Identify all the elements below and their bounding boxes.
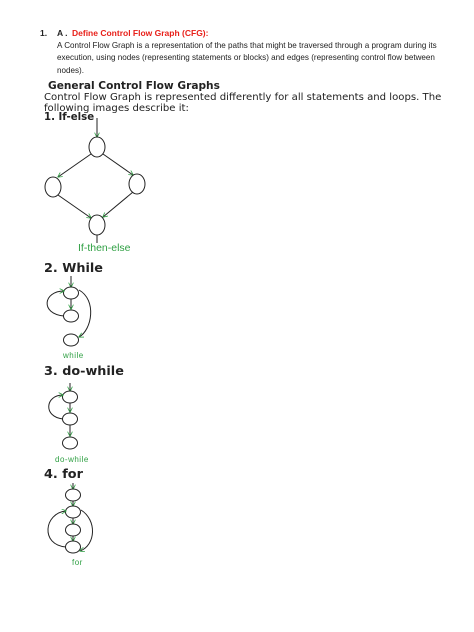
for-update-node xyxy=(66,541,81,553)
for-init-node xyxy=(66,489,81,501)
section-heading-while: 2. While xyxy=(44,261,103,276)
for-diagram xyxy=(48,483,93,553)
else-merge-edge xyxy=(103,192,133,217)
section-heading-do-while: 3. do-while xyxy=(44,364,124,379)
then-merge-edge xyxy=(58,195,91,218)
if-true-edge xyxy=(58,154,91,177)
do-exit-node xyxy=(63,437,78,449)
while-loop-back-edge xyxy=(47,291,64,316)
do-loop-back-edge xyxy=(49,395,63,419)
for-condition-node xyxy=(66,506,81,518)
while-diagram xyxy=(47,276,91,346)
list-prefix: A . xyxy=(57,28,68,38)
cfg-definition-title: Define Control Flow Graph (CFG): xyxy=(72,28,209,38)
do-while-diagram xyxy=(49,383,78,449)
general-cfg-heading: General Control Flow Graphs xyxy=(48,80,220,92)
for-body-node xyxy=(66,524,81,536)
section-heading-for: 4. for xyxy=(44,467,83,482)
caption-while: while xyxy=(63,351,84,360)
cfg-definition-text: A Control Flow Graph is a representation of the paths that might be traversed through a program during its execution, using nodes (representing statements or blocks) and edges (representing control flow between nodes). xyxy=(57,41,437,75)
else-node xyxy=(129,174,145,194)
section-heading-if-else: 1. If-else xyxy=(44,112,95,123)
if-merge-node xyxy=(89,215,105,235)
list-number: 1. xyxy=(40,28,48,38)
general-cfg-intro: Control Flow Graph is represented differently for all statements and loops. The following images describe it: xyxy=(44,92,442,115)
caption-if-then-else: If-then-else xyxy=(78,242,131,254)
caption-do-while: do-while xyxy=(55,455,89,464)
if-false-edge xyxy=(103,154,133,175)
for-loop-back-edge xyxy=(48,511,66,547)
then-node xyxy=(45,177,61,197)
caption-for: for xyxy=(72,558,83,567)
do-body-node xyxy=(63,391,78,403)
do-condition-node xyxy=(63,413,78,425)
if-else-diagram xyxy=(45,118,145,243)
for-exit-edge xyxy=(80,510,93,551)
while-body-node xyxy=(64,310,79,322)
while-exit-node xyxy=(64,334,79,346)
while-condition-node xyxy=(64,287,79,299)
if-condition-node xyxy=(89,137,105,157)
while-exit-edge xyxy=(79,290,91,337)
